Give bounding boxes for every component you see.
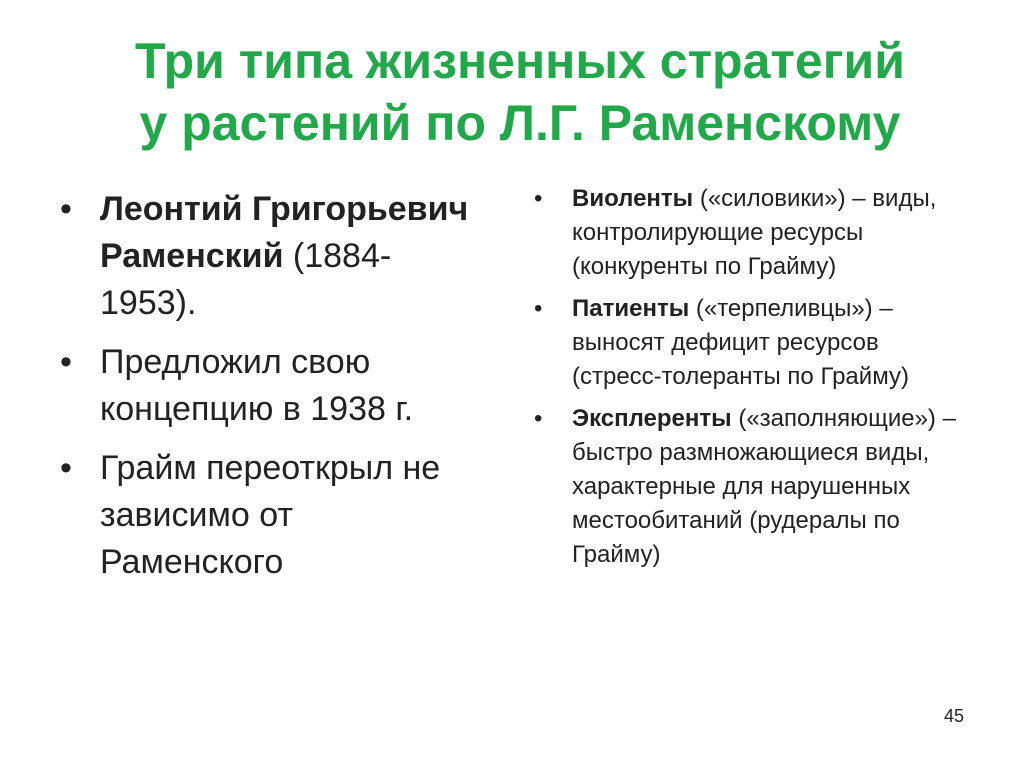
grime-text: Грайм переоткрыл не зависимо от Раменского (100, 449, 441, 581)
bullet-dot: • (60, 343, 72, 381)
left-bullet-ramensky (60, 186, 480, 327)
concept-text: Предложил свою концепцию в 1938 г. (100, 343, 414, 428)
right-column (532, 182, 972, 580)
explerents-term: Эксплеренты (572, 405, 732, 432)
violents-term: Виоленты (572, 185, 694, 212)
left-column (60, 186, 480, 598)
title-line-1: Три типа жизненных стратегий (134, 33, 906, 89)
left-bullet-grime (60, 445, 480, 586)
explerents-description: («заполняющие») – быстро размножающиеся виды, характерные для нарушенных местообитаний (рудералы по Грайму) (572, 405, 956, 568)
right-bullet-explerents (532, 402, 972, 572)
violents-description: («силовики») – виды, контролирующие ресурсы (конкуренты по Грайму) (572, 185, 937, 280)
title-line-2: у растений по Л.Г. Раменскому (139, 95, 901, 151)
patients-description: («терпеливцы») – выносят дефицит ресурсов (стресс-толеранты по Грайму) (572, 295, 909, 390)
right-bullet-violents (532, 182, 972, 284)
bullet-dot: • (534, 405, 543, 432)
left-bullet-concept (60, 339, 480, 433)
slide-title (60, 30, 980, 154)
ramensky-name: Леонтий Григорьевич Раменский (100, 190, 469, 275)
patients-term: Патиенты (572, 295, 690, 322)
ramensky-years: (1884-1953). (100, 237, 392, 322)
slide-number: 45 (943, 706, 964, 726)
bullet-dot: • (534, 185, 543, 212)
bullet-dot: • (60, 190, 72, 228)
bullet-dot: • (534, 295, 543, 322)
right-bullet-patients (532, 292, 972, 394)
right-bullet-list (532, 182, 972, 572)
bullet-dot: • (60, 449, 72, 487)
left-bullet-list (60, 186, 480, 586)
